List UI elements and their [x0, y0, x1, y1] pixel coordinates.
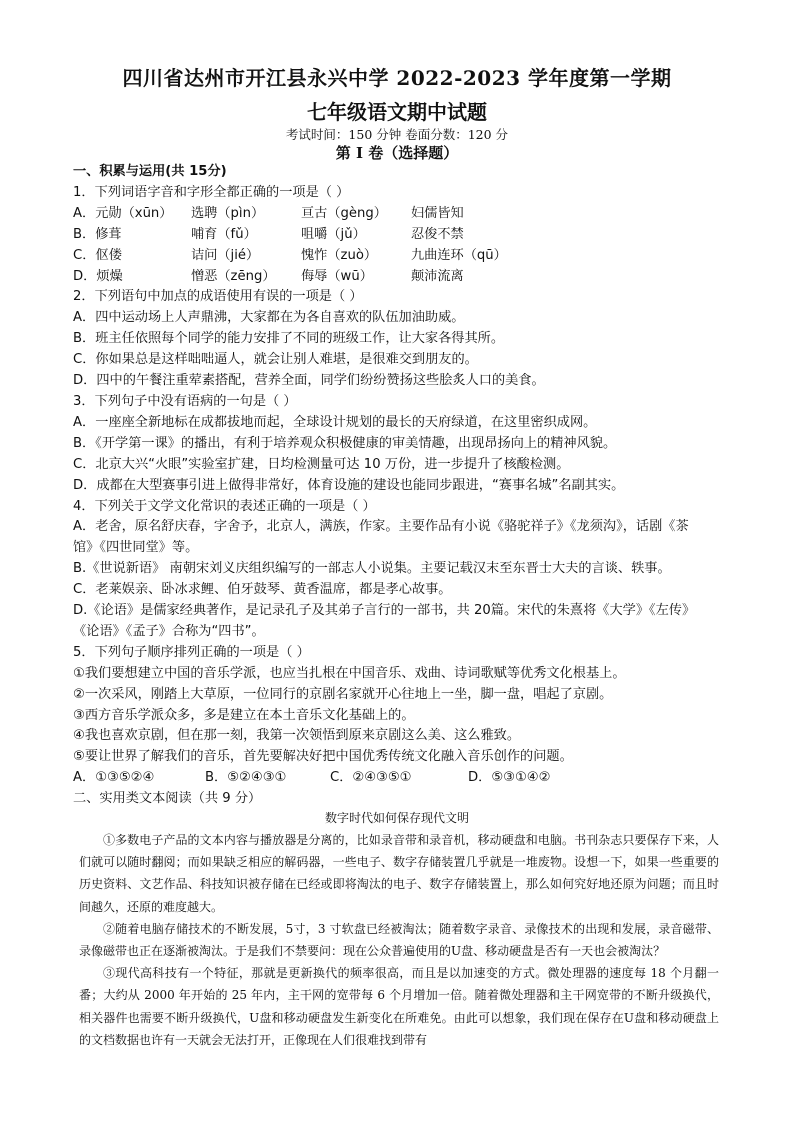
- exam-info: 考试时间：150 分钟 卷面分数：120 分: [285, 127, 509, 142]
- article-paragraph: ②随着电脑存储技术的不断发展，5寸，3 寸软盘已经被淘汰；随着数字录音、录像技术的出现和发展，录音磁带、录像磁带也正在逐渐被淘汰。于是我们不禁要问：现在公众普遍使用的U盘、移动硬盘是否有一天也会被淘汰？: [79, 921, 719, 959]
- option-line: B．《开学第一课》的播出，有利于培养观众积极健康的审美情趣，出现昂扬向上的精神风貌。: [73, 435, 617, 451]
- option-row: [73, 204, 723, 225]
- article-paragraph: ③现代高科技有一个特征，那就是更新换代的频率很高，而且是以加速变的方式。微处理器的速度每 18 个月翻一番；大约从 2000 年开始的 25 年内，主干网的宽带每 6 个月增加一倍。随着微处理器和主干网宽带的不断升级换代，相关器件也需要不断升级换代，U盘和移动硬盘发生新变化在所难免。由此可以想象，我们现在保存在U盘和移动硬盘上的文档数据也许有一天就会无法打开，正像现在人们很难找到带有: [79, 966, 719, 1047]
- option-line: A．四中运动场上人声鼎沸，大家都在为各自喜欢的队伍加油助威。: [73, 310, 465, 326]
- option-cell: 咀嚼（jǔ）: [301, 226, 366, 242]
- option-cell: A．元勋（xūn）: [73, 205, 173, 221]
- option-line: A．一座座全新地标在成都拔地而起，全球设计规划的最长的天府绿道，在这里密织成网。: [73, 414, 597, 430]
- sentence-line: ③西方音乐学派众多，多是建立在本土音乐文化基础上的。: [73, 707, 415, 723]
- section-heading: 一、积累与运用(共 15分): [73, 164, 227, 179]
- option-cell: 诘问（jié）: [191, 247, 260, 263]
- option-cell: 亘古（gèng）: [301, 205, 387, 221]
- option-row: [73, 225, 723, 246]
- option-cell: 侮辱（wū）: [301, 268, 373, 284]
- option-line: B．班主任依照每个同学的能力安排了不同的班级工作，让大家各得其所。: [73, 331, 505, 347]
- option-cell: D．烦燥: [73, 268, 123, 284]
- question-stem: 1．下列词语字音和字形全都正确的一项是（ ）: [73, 184, 350, 200]
- option-line: C．你如果总是这样咄咄逼人，就会让别人难堪，是很难交到朋友的。: [73, 352, 478, 368]
- option-line: C．北京大兴“火眼”实验室扩建，日均检测量可达 10 万份，进一步提升了核酸检测。: [73, 456, 570, 472]
- question-stem: 5．下列句子顺序排列正确的一项是（ ）: [73, 644, 310, 660]
- option-line: B.《世说新语》 南朝宋刘义庆组织编写的一部志人小说集。主要记载汉末至东晋士大夫的言谈、轶事。: [73, 561, 671, 577]
- option-cell: 九曲连环（qū）: [411, 247, 507, 263]
- article-paragraph: ①多数电子产品的文本内容与播放器是分离的，比如录音带和录音机，移动硬盘和电脑。书刊杂志只要保存下来，人们就可以随时翻阅；而如果缺乏相应的解码器，一些电子、数字存储装置几乎就是一堆废物。设想一下，如果一些重要的历史资料、文艺作品、科技知识被存储在已经或即将淘汰的电子、数字存储装置上，那么如何究好地还原为问题；而且时间越久，还原的难度越大。: [79, 833, 719, 914]
- sentence-line: ④我也喜欢京剧，但在那一刻，我第一次领悟到原来京剧这么美、这么雅致。: [73, 728, 521, 744]
- option-cell: 憎恶（zēng）: [191, 268, 276, 284]
- option-line: D.《论语》是儒家经典著作，是记录孔子及其弟子言行的一部书，共 20篇。宋代的朱熹将《大学》《左传》: [73, 603, 696, 619]
- option-line: D．成都在大型赛事引进上做得非常好，体育设施的建设也能同步跟进，“赛事名城”名副其实。: [73, 477, 625, 493]
- option-cell: C．伛偻: [73, 247, 122, 263]
- question-stem: 3．下列句子中没有语病的一句是（ ）: [73, 393, 297, 409]
- option-line: A．老舍，原名舒庆春，字舍予，北京人，满族，作家。主要作品有小说《骆驼祥子》《龙须沟》，话剧《茶: [73, 519, 689, 535]
- section-heading: 二、实用类文本阅读（共 9 分）: [73, 791, 262, 807]
- section-1: [73, 162, 723, 810]
- sentence-line: ①我们要想建立中国的音乐学派，也应当扎根在中国音乐、戏曲、诗词歌赋等优秀文化根基上。: [73, 665, 626, 681]
- option-cell: B．⑤②④③①: [205, 770, 287, 786]
- option-line: 《论语》《孟子》合称为“四书”。: [73, 623, 265, 639]
- option-row: [73, 246, 723, 267]
- option-cell: C．②④③⑤①: [330, 770, 412, 786]
- option-cell: B．修葺: [73, 226, 122, 242]
- option-cell: D．⑤③①④②: [468, 770, 551, 786]
- article-body: [79, 829, 719, 1051]
- sentence-line: ②一次采风，刚踏上大草原，一位同行的京剧名家就开心往地上一坐，脚一盘，唱起了京剧。: [73, 686, 613, 702]
- question-stem: 4．下列关于文学文化常识的表述正确的一项是（ ）: [73, 498, 376, 514]
- question-stem: 2．下列语句中加点的成语使用有误的一项是（ ）: [73, 289, 363, 305]
- part-title: 第 I 卷（选择题）: [335, 144, 459, 162]
- option-cell: 选聘（pìn）: [191, 205, 265, 221]
- article-title: 数字时代如何保存现代文明: [324, 811, 469, 825]
- option-cell: A．①③⑤②④: [73, 770, 155, 786]
- option-cell: 妇儒皆知: [411, 205, 464, 221]
- option-cell: 哺育（fǔ）: [191, 226, 257, 242]
- exam-title-line1: 四川省达州市开江县永兴中学 2022-2023 学年度第一学期: [122, 66, 672, 90]
- option-line: C．老莱娱亲、卧冰求鲤、伯牙鼓琴、黄香温席，都是孝心故事。: [73, 582, 452, 598]
- option-cell: 愧怍（zuò）: [301, 247, 378, 263]
- sentence-line: ⑤要让世界了解我们的音乐，首先要解决好把中国优秀传统文化融入音乐创作的问题。: [73, 749, 573, 765]
- exam-title-line2: 七年级语文期中试题: [307, 100, 487, 124]
- option-row: [73, 768, 723, 789]
- option-row: [73, 267, 723, 288]
- option-line: 馆》《四世同堂》等。: [73, 540, 199, 556]
- option-cell: 颠沛流离: [411, 268, 464, 284]
- option-cell: 忍俊不禁: [411, 226, 464, 242]
- option-line: D．四中的午餐注重荤素搭配，营养全面，同学们纷纷赞扬这些脍炙人口的美食。: [73, 373, 545, 389]
